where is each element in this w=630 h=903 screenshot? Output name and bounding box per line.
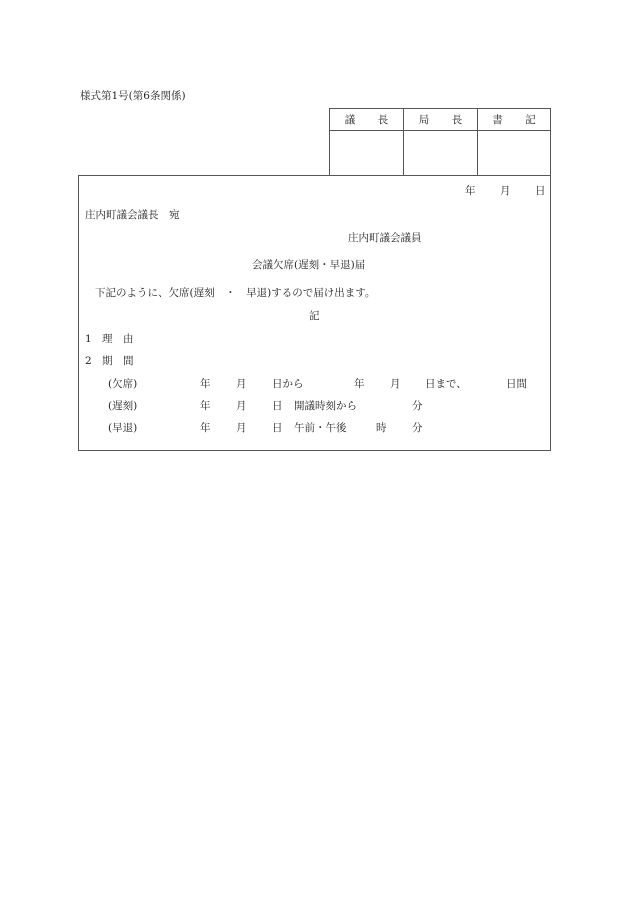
absence-from: 日から <box>272 378 304 390</box>
approval-header-bureau-chief: 局 長 <box>404 109 478 131</box>
stamp-box-bureau-chief <box>404 131 478 175</box>
early-hour: 時 <box>376 422 387 434</box>
late-month: 月 <box>236 400 247 412</box>
item-label-reason: 理 由 <box>102 333 134 345</box>
absence-month2: 月 <box>390 378 401 390</box>
late-text: 開議時刻から <box>294 400 357 412</box>
absence-year: 年 <box>200 378 211 390</box>
approval-header-clerk: 書 記 <box>478 109 550 131</box>
late-label: (遅刻) <box>108 400 138 412</box>
early-year: 年 <box>200 422 211 434</box>
absence-days: 日間 <box>506 378 527 390</box>
approval-stamp-table <box>329 108 551 176</box>
date-day: 日 <box>535 185 546 197</box>
intro-text: 下記のように、欠席(遅刻 ・ 早退)するので届け出ます。 <box>95 287 376 299</box>
absence-until: 日まで、 <box>425 378 467 390</box>
late-year: 年 <box>200 400 211 412</box>
ki-heading: 記 <box>309 310 320 322</box>
absence-label: (欠席) <box>108 378 138 390</box>
date-month: 月 <box>500 185 511 197</box>
late-minutes: 分 <box>412 400 423 412</box>
item-label-period: 期 間 <box>102 355 134 367</box>
early-minutes: 分 <box>412 422 423 434</box>
early-label: (早退) <box>108 422 138 434</box>
stamp-box-chairman <box>330 131 404 175</box>
form-title: 会議欠席(遅刻・早退)届 <box>252 259 366 271</box>
addressee: 庄内町議会議長 宛 <box>85 209 180 221</box>
absence-month: 月 <box>236 378 247 390</box>
form-code: 様式第1号(第6条関係) <box>80 90 186 102</box>
absence-year2: 年 <box>354 378 365 390</box>
stamp-box-clerk <box>478 131 550 175</box>
early-month: 月 <box>236 422 247 434</box>
item-number-reason: 1 <box>85 333 92 345</box>
sender: 庄内町議会議員 <box>348 232 422 244</box>
date-year: 年 <box>465 185 476 197</box>
approval-header-chairman: 議 長 <box>330 109 404 131</box>
late-day: 日 <box>272 400 283 412</box>
early-ampm: 午前・午後 <box>294 422 347 434</box>
item-number-period: 2 <box>85 355 92 367</box>
early-day: 日 <box>272 422 283 434</box>
